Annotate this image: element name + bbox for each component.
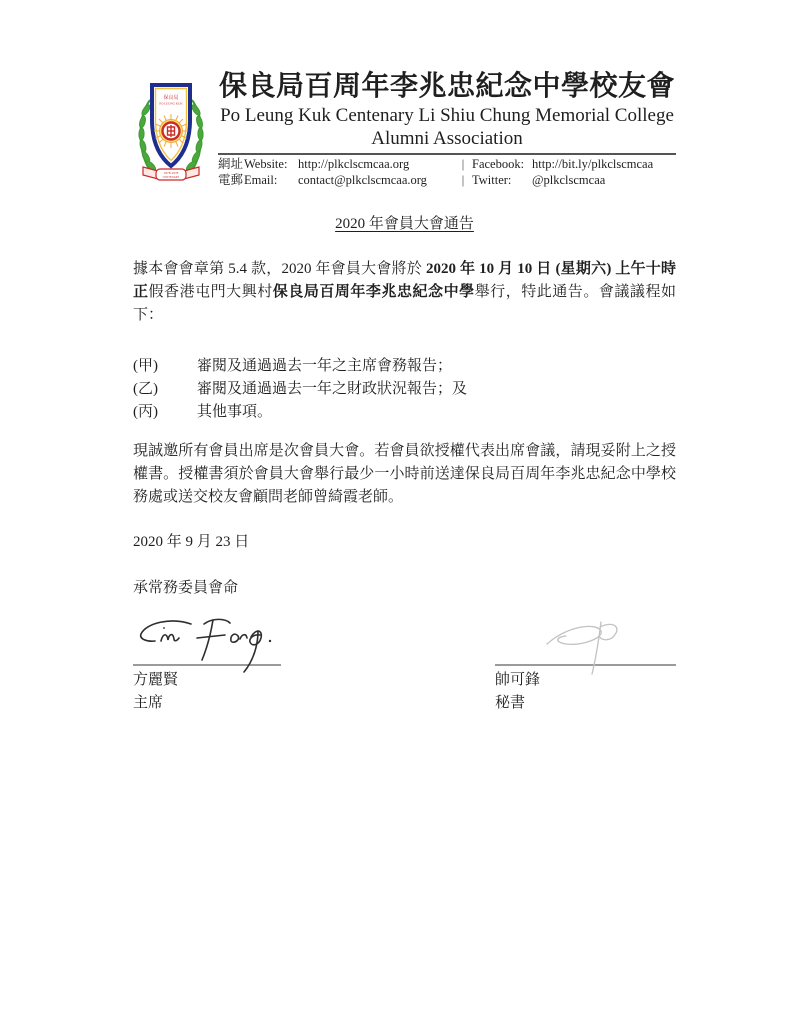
website-label-zh: 網址 xyxy=(218,157,244,171)
org-name-english-line1: Po Leung Kuk Centenary Li Shiu Chung Memorial College xyxy=(220,105,674,126)
notice-title: 2020 年會員大會通告 xyxy=(335,216,474,232)
notice-body xyxy=(133,213,676,715)
agenda-list xyxy=(133,355,676,424)
svg-text:1878-1978: 1878-1978 xyxy=(163,171,179,175)
signature-block xyxy=(133,614,676,715)
agenda-marker: (乙) xyxy=(133,381,158,397)
agenda-item xyxy=(133,378,676,401)
twitter-label: Twitter: xyxy=(472,172,512,187)
secretary-title: 秘書 xyxy=(495,695,526,711)
contact-separator: | xyxy=(461,157,465,171)
agenda-text: 審閱及通過過去一年之主席會務報告； xyxy=(197,358,453,374)
svg-text:保良局: 保良局 xyxy=(163,96,179,101)
website-url: http://plkclscmcaa.org xyxy=(298,157,410,171)
facebook-url: http://bit.ly/plkclscmcaa xyxy=(532,157,654,171)
svg-text:PO LEUNG KUK: PO LEUNG KUK xyxy=(159,101,183,106)
agenda-text: 其他事項。 xyxy=(197,404,273,420)
chairman-name: 方麗賢 xyxy=(133,672,179,688)
closing-phrase: 承常務委員會命 xyxy=(133,580,239,596)
contact-row-website xyxy=(218,157,676,173)
signature-secretary xyxy=(495,614,676,715)
agenda-item xyxy=(133,401,676,424)
contact-separator: | xyxy=(461,172,465,187)
secretary-name: 帥可鋒 xyxy=(495,672,541,688)
paragraph-proxy-instructions: 現誠邀所有會員出席是次會員大會。若會員欲授權代表出席會議，請現妥附上之授權書。授權書須於會員大會舉行最少一小時前送達保良局百周年李兆忠紀念中學校務處或送交校友會顧問老師曾綺霞老師。 xyxy=(133,443,676,505)
contact-row-email xyxy=(218,173,676,189)
letterhead-divider xyxy=(218,153,676,155)
email-address: contact@plkclscmcaa.org xyxy=(298,172,427,187)
agenda-marker: (丙) xyxy=(133,404,158,420)
signature-chairman xyxy=(133,614,281,715)
svg-text:CENTENARY: CENTENARY xyxy=(162,176,180,179)
org-name-chinese: 保良局百周年李兆忠紀念中學校友會 xyxy=(218,71,675,102)
email-label-zh: 電郵 xyxy=(218,172,244,187)
agenda-text: 審閱及通過過去一年之財政狀況報告；及 xyxy=(197,381,468,397)
paragraph-meeting-announcement: 據本會會章第 5.4 款，2020 年會員大會將於 2020 年 10 月 10 日 (星期六) 上午十時正假香港屯門大興村保良局百周年李兆忠紀念中學舉行，特此通告。會議議程如下： xyxy=(133,261,676,323)
notice-date: 2020 年 9 月 23 日 xyxy=(133,534,250,550)
chairman-handwritten-signature xyxy=(133,614,281,664)
secretary-handwritten-signature xyxy=(495,614,676,664)
agenda-marker: (甲) xyxy=(133,358,158,374)
school-crest-logo xyxy=(133,72,209,186)
org-name-english-line2: Alumni Association xyxy=(371,128,523,149)
letterhead xyxy=(133,70,678,188)
email-label-en: Email: xyxy=(244,172,278,187)
chairman-signature-line xyxy=(133,664,281,666)
website-label-en: Website: xyxy=(244,157,288,171)
chairman-title: 主席 xyxy=(133,695,164,711)
agenda-item xyxy=(133,355,676,378)
facebook-label: Facebook: xyxy=(472,157,525,171)
twitter-handle: @plkclscmcaa xyxy=(532,172,606,187)
secretary-signature-line xyxy=(495,664,676,666)
